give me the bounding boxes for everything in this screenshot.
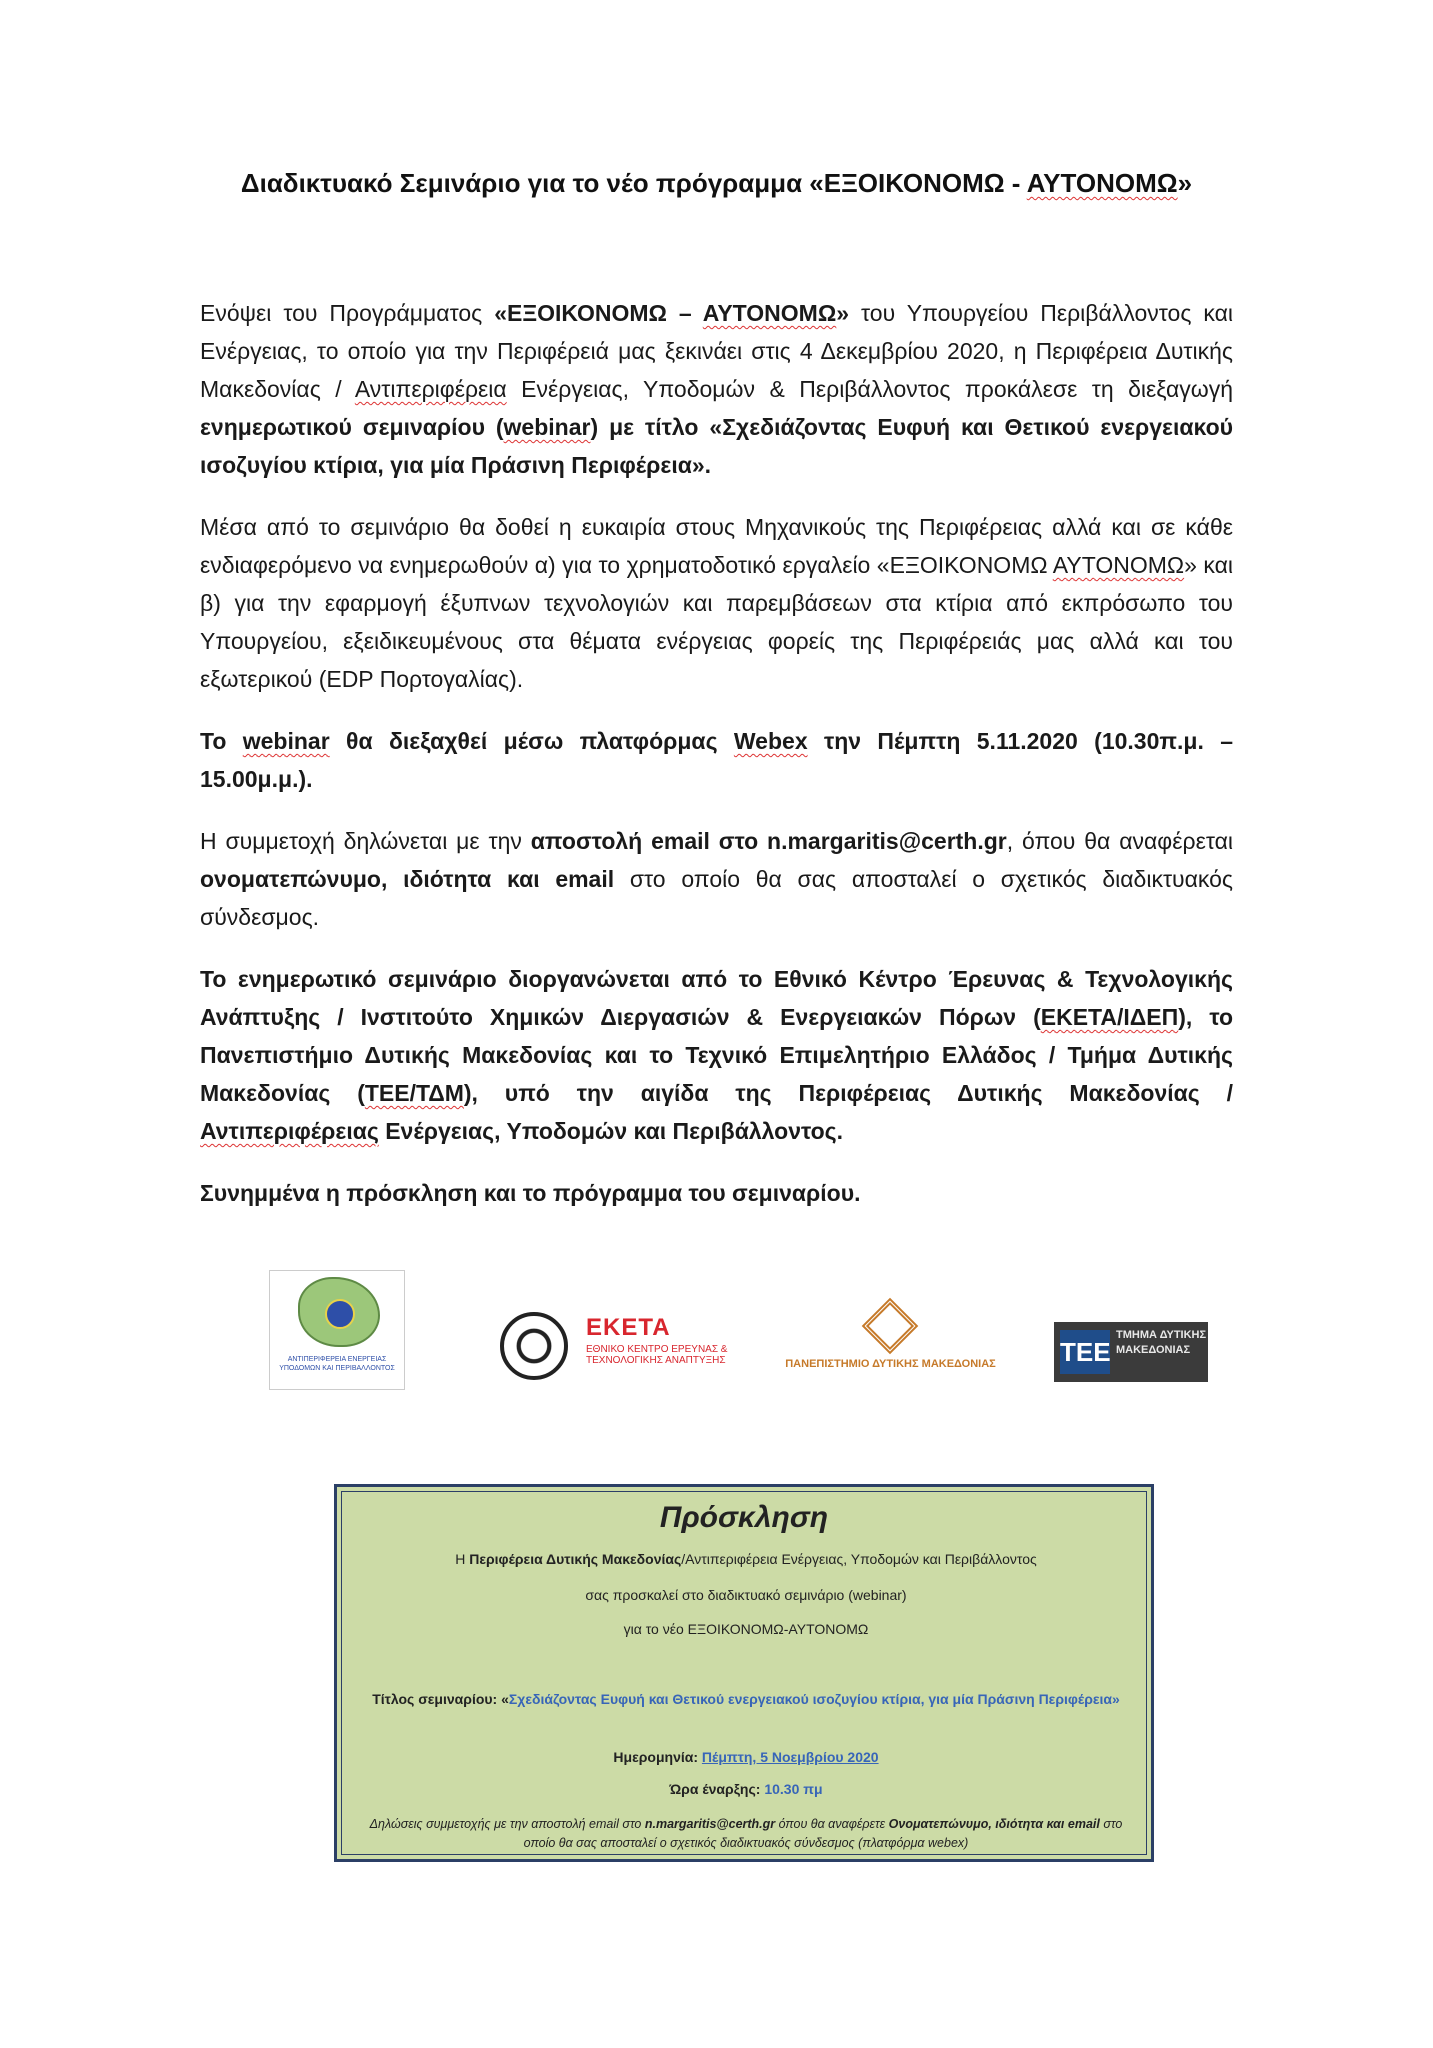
p3-webinar-word: webinar — [242, 728, 330, 754]
p4-email: αποστολή email στο n.margaritis@certh.gr — [530, 828, 1007, 854]
p5-tee: ΤΕΕ/ΤΔΜ — [364, 1080, 464, 1106]
p1-text: Ενόψει του Προγράμματος — [200, 300, 495, 326]
title-marked-word: ΑΥΤΟΝΟΜΩ — [1026, 168, 1178, 198]
inv-line1-c: /Αντιπεριφέρεια Ενέργειας, Υποδομών και Περιβάλλοντος — [681, 1551, 1037, 1567]
eu-stars-icon — [325, 1299, 355, 1329]
paragraph-6: Συνημμένα η πρόσκληση και το πρόγραμμα του σεμιναρίου. — [200, 1180, 861, 1206]
inv-time-value: 10.30 πμ — [764, 1781, 823, 1797]
invitation-line-2: σας προσκαλεί στο διαδικτυακό σεμινάριο (webinar) — [585, 1587, 907, 1603]
inv-time-label: Ώρα έναρξης: — [669, 1781, 765, 1797]
inv-note-c: όπου θα αναφέρετε — [775, 1817, 889, 1831]
p1-marked-word: Αντιπεριφέρεια — [354, 376, 507, 402]
invitation-note — [357, 1815, 1135, 1853]
invitation-line-3: για το νέο ΕΞΟΙΚΟΝΟΜΩ-ΑΥΤΟΝΟΜΩ — [623, 1621, 869, 1637]
tee-mark: ΤΕΕ — [1060, 1330, 1110, 1374]
p1-program-name-end: » — [836, 300, 850, 326]
p1-program-name: «ΕΞΟΙΚΟΝΟΜΩ – — [494, 300, 703, 326]
invitation-seminar-title — [357, 1691, 1135, 1707]
p1-seminar-title: ) με τίτλο «Σχεδιάζοντας Ευφυή και Θετικού ενεργειακού ισοζυγίου κτίρια, για μία Πράσινη Περιφέρεια». — [200, 414, 1233, 478]
invitation-box — [334, 1484, 1154, 1862]
logos-row — [0, 1270, 1433, 1400]
inv-note-email: n.margaritis@certh.gr — [644, 1817, 776, 1831]
p5-text-4: Ενέργειας, Υποδομών και Περιβάλλοντος. — [378, 1118, 844, 1144]
paragraph-5 — [200, 960, 1233, 1150]
region-logo-caption: ΑΝΤΙΠΕΡΙΦΕΡΕΙΑ ΕΝΕΡΓΕΙΑΣ ΥΠΟΔΟΜΩΝ ΚΑΙ ΠΕΡΙΒΑΛΛΟΝΤΟΣ — [279, 1356, 395, 1372]
p3-text-2: θα διεξαχθεί μέσω πλατφόρμας — [329, 728, 734, 754]
tee-text: ΤΜΗΜΑ ΔΥΤΙΚΗΣ ΜΑΚΕΔΟΝΙΑΣ — [1116, 1329, 1207, 1356]
region-logo — [269, 1270, 405, 1390]
p3-date: την Πέμπτη 5.11.2020 (10.30π.μ. – 15.00μ.μ.). — [200, 728, 1233, 792]
title-suffix: » — [1177, 168, 1193, 198]
invitation-date — [357, 1749, 1135, 1765]
p1-text-3: Ενέργειας, Υποδομών & Περιβάλλοντος προκάλεσε τη διεξαγωγή — [506, 376, 1234, 402]
eketa-emblem-icon — [500, 1312, 568, 1380]
knot-icon — [862, 1298, 919, 1355]
page-title — [0, 168, 1433, 199]
inv-date-link[interactable]: Πέμπτη, 5 Νοεμβρίου 2020 — [701, 1749, 879, 1765]
p5-text-3: ), υπό την αιγίδα της Περιφέρειας Δυτικής Μακεδονίας / — [463, 1080, 1233, 1106]
paragraph-3 — [200, 722, 1233, 798]
p1-webinar-word: webinar — [503, 414, 591, 440]
inv-date-label: Ημερομηνία: — [613, 1749, 702, 1765]
invitation-title: Πρόσκληση — [659, 1501, 829, 1534]
title-text: Διαδικτυακό Σεμινάριο για το νέο πρόγραμμα «ΕΞΟΙΚΟΝΟΜΩ - — [240, 168, 1027, 198]
p2-text-2: » και β) για την εφαρμογή έξυπνων τεχνολογιών και παρεμβάσεων στα κτίρια από εκπρόσωπο του Υπουργείου, εξειδικευμένους στα θέματα ενέργειας φορείς της Περιφέρειάς μας αλλά και του εξωτερικού (EDP Πορτογαλίας). — [200, 552, 1233, 692]
inv-title-value: Σχεδιάζοντας Ευφυή και Θετικού ενεργειακού ισοζυγίου κτίρια, για μία Πράσινη Περιφέρεια» — [508, 1691, 1120, 1707]
inv-line1-a: Η — [455, 1551, 470, 1567]
p4-fields: ονοματεπώνυμο, ιδιότητα και email — [200, 866, 615, 892]
p4-text-3: στο οποίο θα σας αποσταλεί ο σχετικός διαδικτυακός σύνδεσμος. — [200, 866, 1233, 930]
university-logo — [778, 1306, 1003, 1386]
p5-text: Το ενημερωτικό σεμινάριο διοργανώνεται από το Εθνικό Κέντρο Έρευνας & Τεχνολογικής Ανάπτυξης / Ινστιτούτο Χημικών Διεργασιών & Ενεργειακών Πόρων ( — [200, 966, 1233, 1030]
p5-eketa: ΕΚΕΤΑ/ΙΔΕΠ — [1040, 1004, 1179, 1030]
p1-seminar: ενημερωτικού σεμιναρίου ( — [200, 414, 504, 440]
p5-marked-word: Αντιπεριφέρειας — [200, 1118, 379, 1144]
invitation-inner-border — [341, 1491, 1147, 1855]
p5-text-2: ), το Πανεπιστήμιο Δυτικής Μακεδονίας και το Τεχνικό Επιμελητήριο Ελλάδος / Τμήμα Δυτικής Μακεδονίας ( — [200, 1004, 1233, 1106]
p1-program-name-marked: ΑΥΤΟΝΟΜΩ — [702, 300, 837, 326]
p3-text: Το — [200, 728, 243, 754]
p3-webex-word: Webex — [733, 728, 808, 754]
paragraph-1 — [200, 294, 1233, 484]
body-text — [200, 294, 1233, 1236]
eketa-logo — [500, 1310, 770, 1386]
inv-note-fields: Ονοματεπώνυμο, ιδιότητα και email — [888, 1817, 1100, 1831]
p2-text: Μέσα από το σεμινάριο θα δοθεί η ευκαιρία στους Μηχανικούς της Περιφέρειας αλλά και σε κάθε ενδιαφερόμενο να ενημερωθούν α) για το χρηματοδοτικό εργαλείο «ΕΞΟΙΚΟΝΟΜΩ — [200, 514, 1233, 578]
invitation-line-1 — [357, 1551, 1135, 1567]
paragraph-4 — [200, 822, 1233, 936]
p1-text-2: του Υπουργείου Περιβάλλοντος και Ενέργειας, το οποίο για την Περιφέρειά μας ξεκινάει στις 4 Δεκεμβρίου 2020, η Περιφέρεια Δυτικής Μακεδονίας / — [200, 300, 1233, 402]
inv-note-a: Δηλώσεις συμμετοχής με την αποστολή email στο — [369, 1817, 645, 1831]
paragraph-2 — [200, 508, 1233, 698]
tee-logo — [1054, 1322, 1208, 1382]
invitation-time — [357, 1781, 1135, 1797]
region-map-icon — [298, 1277, 380, 1347]
p4-text: Η συμμετοχή δηλώνεται με την — [200, 828, 531, 854]
university-caption: ΠΑΝΕΠΙΣΤΗΜΙΟ ΔΥΤΙΚΗΣ ΜΑΚΕΔΟΝΙΑΣ — [785, 1358, 996, 1370]
p4-text-2: , όπου θα αναφέρεται — [1006, 828, 1233, 854]
inv-line1-region: Περιφέρεια Δυτικής Μακεδονίας — [469, 1551, 682, 1567]
inv-note-e: στο οποίο θα σας αποσταλεί ο σχετικός διαδικτυακός σύνδεσμος (πλατφόρμα webex) — [523, 1817, 1123, 1850]
eketa-name: ΕΚΕΤΑ — [586, 1314, 671, 1341]
eketa-subtitle: ΕΘΝΙΚΟ ΚΕΝΤΡΟ ΕΡΕΥΝΑΣ & ΤΕΧΝΟΛΟΓΙΚΗΣ ΑΝΑΠΤΥΞΗΣ — [586, 1344, 728, 1366]
p2-marked-word: ΑΥΤΟΝΟΜΩ — [1052, 552, 1185, 578]
inv-title-label: Τίτλος σεμιναρίου: « — [372, 1691, 509, 1707]
